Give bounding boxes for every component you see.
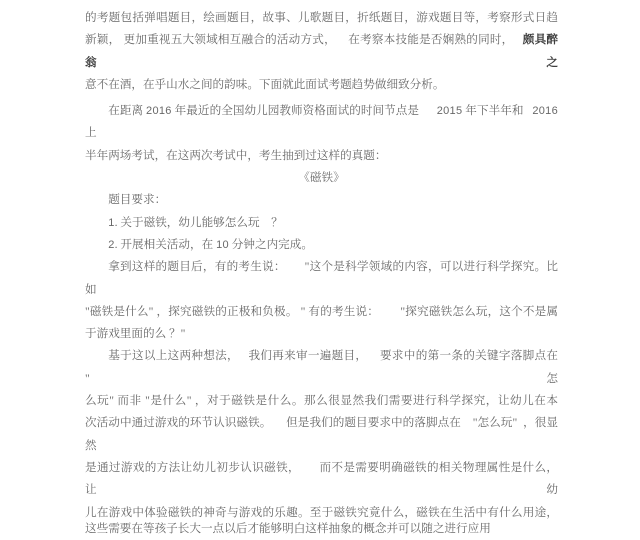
numeral: 1 (108, 216, 115, 229)
paragraph2-line1 (85, 100, 561, 145)
text-segment: 的考题包括弹唱题目，绘画题目，故事、儿歌题目，折纸题目，游戏题目等，考察形式日趋 (85, 11, 558, 24)
exam-topic-title (85, 167, 558, 189)
numeral: 2 (108, 238, 115, 251)
paragraph2-line2 (85, 145, 558, 167)
text-segment: 基于这以上这两种想法， 我们再来审一遍题目， 要求中的第一条的关键字落脚点在 "怎 (85, 349, 570, 385)
text-segment: 么玩" 而非 "是什么" ，对于磁铁是什么。那么很显然我们需要进行科学探究，让幼儿在本 (85, 394, 558, 408)
paragraph3-line3 (85, 323, 558, 345)
numeral: 2016 (532, 105, 558, 118)
text-segment: 2. 开展相关活动，在 10 分钟之内完成。 (108, 237, 313, 251)
numeral: 2015 (436, 105, 463, 118)
text-segment: 新颖， 更加重视五大领域相互融合的活动方式， 在考察本技能是否娴熟的同时， (85, 33, 523, 47)
paragraph1-line2 (85, 29, 558, 74)
numeral: 2016 (146, 105, 172, 118)
paragraph4-line1 (85, 345, 570, 390)
bold-text-segment: 颇具醉翁之 (85, 33, 558, 69)
paragraph3-line1 (85, 256, 558, 301)
text-segment: "磁铁是什么" ，探究磁铁的正极和负极。 " 有的考生说： "探究磁铁怎么玩，这个不是属 (85, 304, 558, 318)
text-segment: 意不在酒，在乎山水之间的韵味。下面就此面试考题趋势做细致分析。 (85, 77, 445, 91)
text-segment: 在距离 2016 年最近的全国幼儿园教师资格面试的时间节点是 2015 年下半年和 2016 上 (85, 104, 561, 140)
paragraph1-line1 (85, 7, 558, 29)
paragraph4-line3 (85, 412, 558, 457)
numeral: 10 (216, 238, 229, 251)
text-segment: 拿到这样的题目后，有的考生说： "这个是科学领域的内容，可以进行科学探究。比如 (85, 260, 558, 296)
requirement-item-1 (85, 212, 558, 234)
requirement-item-2 (85, 234, 558, 256)
text-segment: 1. 关于磁铁，幼儿能够怎么玩 ？ (108, 215, 283, 229)
text-segment: 半年两场考试，在这两次考试中，考生抽到过这样的真题： (85, 148, 387, 162)
paragraph3-line2 (85, 301, 558, 323)
text-segment: 题目要求： (108, 193, 167, 207)
paragraph4-line6-clipped (85, 518, 558, 540)
text-segment: 《磁铁》 (298, 171, 345, 185)
document-page (85, 7, 570, 540)
text-segment: 这些需要在等孩子长大一点以后才能够明白这样抽象的概念并可以随之进行应用 (85, 521, 491, 535)
paragraph4-line4 (85, 457, 570, 502)
text-segment: 次活动中通过游戏的环节认识磁铁。 但是我们的题目要求中的落脚点在 "怎么玩" ，很显然 (85, 416, 558, 452)
text-segment: 是通过游戏的方法让幼儿初步认识磁铁， 而不是需要明确磁铁的相关物理属性是什么， 让幼 (85, 460, 570, 497)
paragraph4-line2 (85, 390, 558, 412)
requirements-heading (85, 189, 558, 211)
paragraph1-line3 (85, 74, 558, 96)
text-segment: 儿在游戏中体验磁铁的神奇与游戏的乐趣。至于磁铁究竟什么，磁铁在生活中有什么用途， (85, 505, 558, 519)
text-segment: 于游戏里面的么 ？" (85, 327, 186, 341)
